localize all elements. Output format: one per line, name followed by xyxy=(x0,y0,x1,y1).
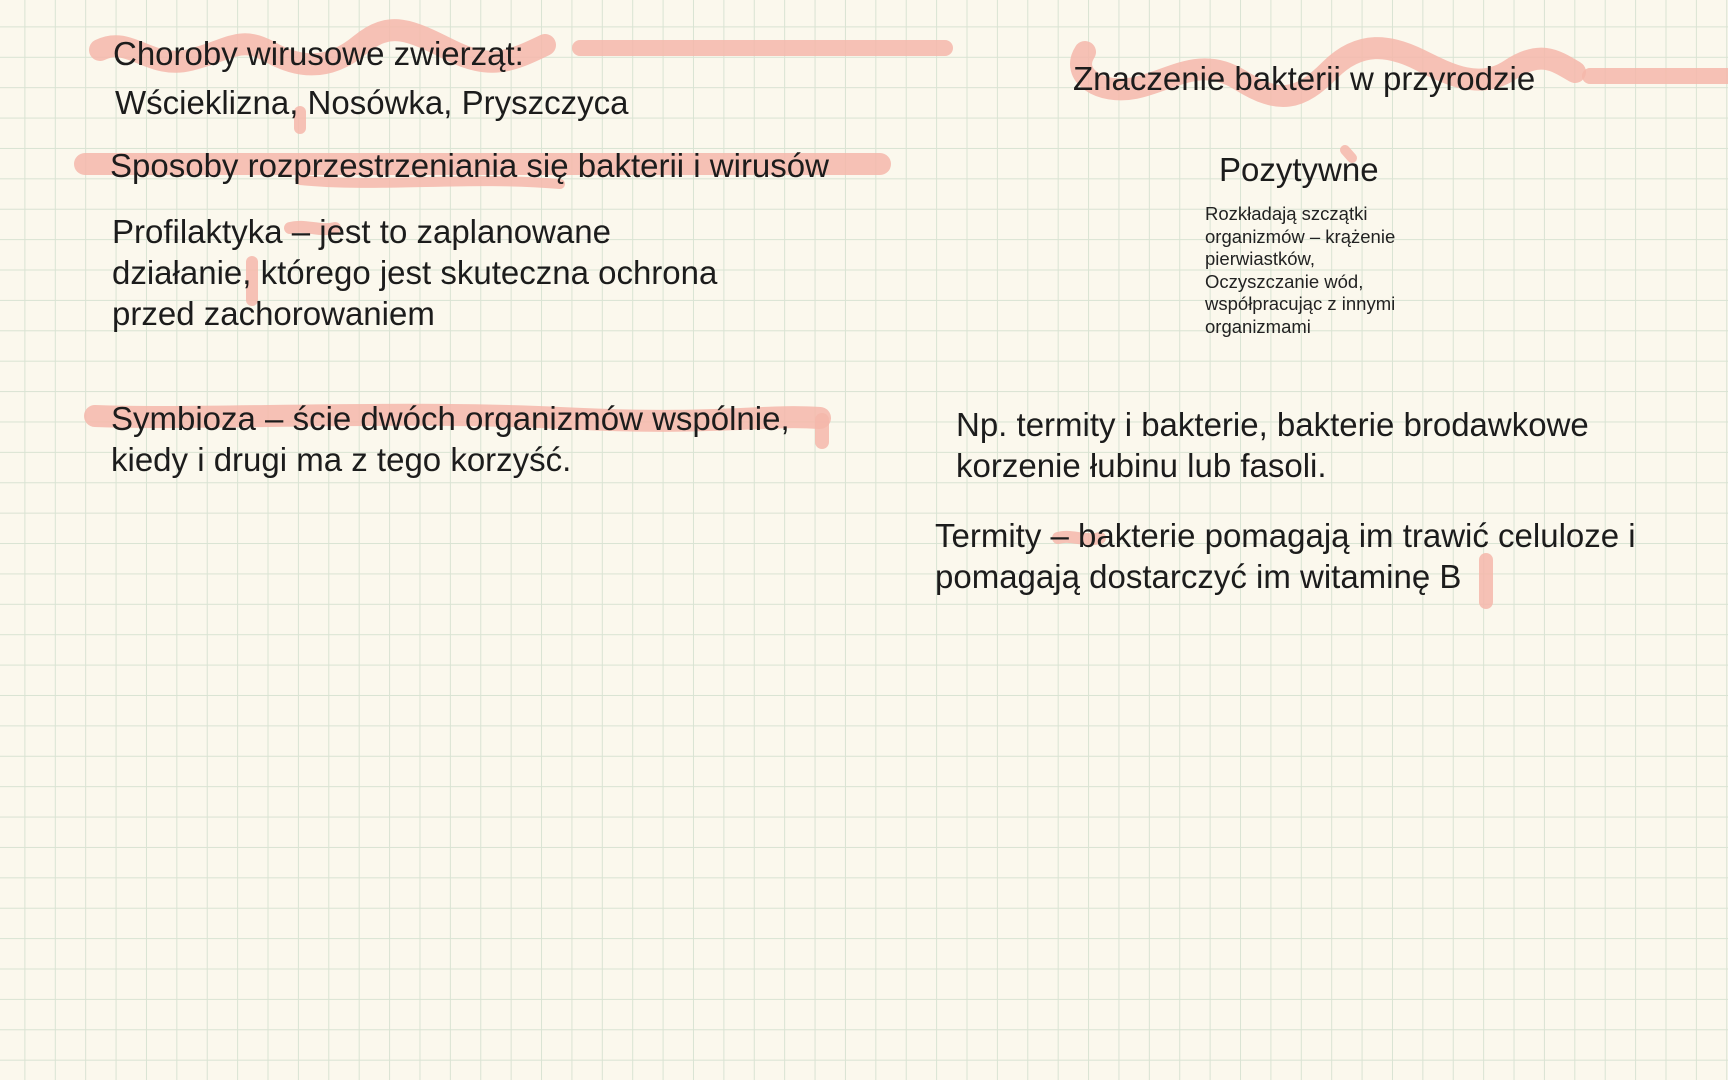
termites-text xyxy=(935,515,1636,597)
spread-heading: Sposoby rozprzestrzeniania się bakterii i wirusów xyxy=(110,147,829,184)
examples-line: Np. termity i bakterie, bakterie brodawkowe xyxy=(956,406,1589,443)
positive-detail-line: pierwiastków, xyxy=(1205,248,1316,269)
prophylaxis-line: działanie, którego jest skuteczna ochrona xyxy=(112,254,718,291)
prophylaxis-line: Profilaktyka – jest to zaplanowane xyxy=(112,213,611,250)
symbiosis-line: kiedy i drugi ma z tego korzyść. xyxy=(111,441,572,478)
positive-detail-line: współpracując z innymi xyxy=(1205,293,1396,314)
bacteria-importance-heading: Znaczenie bakterii w przyrodzie xyxy=(1073,60,1536,97)
prophylaxis-definition xyxy=(112,211,717,334)
positive-detail-line: organizmów – krążenie xyxy=(1205,225,1396,247)
positive-detail-line: Rozkładają szczątki xyxy=(1205,203,1368,224)
diseases-title: Choroby wirusowe zwierząt: xyxy=(113,35,524,72)
symbiosis-definition xyxy=(111,398,790,480)
examples-text xyxy=(956,404,1589,486)
diseases-list: Wścieklizna, Nosówka, Pryszczyca xyxy=(115,84,629,121)
examples-line: korzenie łubinu lub fasoli. xyxy=(956,447,1327,484)
positive-details xyxy=(1205,203,1395,338)
prophylaxis-line: przed zachorowaniem xyxy=(112,295,435,332)
termites-line: pomagają dostarczyć im witaminę B xyxy=(935,558,1462,595)
positive-detail-line: organizmami xyxy=(1205,315,1311,337)
symbiosis-line: Symbioza – ście dwóch organizmów wspólnie, xyxy=(111,400,790,437)
positive-heading: Pozytywne xyxy=(1219,151,1379,188)
termites-line: Termity – bakterie pomagają im trawić celuloze i xyxy=(935,517,1636,554)
positive-detail-line: Oczyszczanie wód, xyxy=(1205,270,1364,292)
